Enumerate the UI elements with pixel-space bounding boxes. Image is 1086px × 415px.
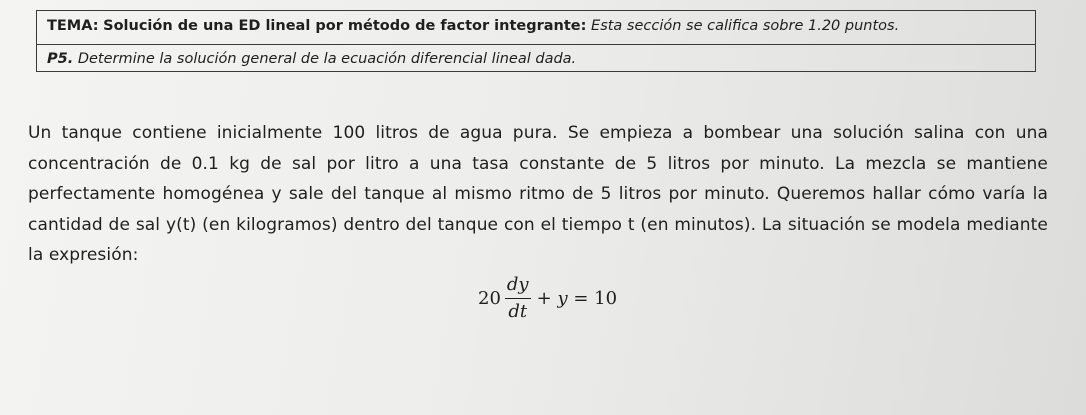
fraction-numerator: dy: [505, 274, 531, 299]
derivative-fraction: [505, 274, 531, 322]
equation-equals: =: [573, 287, 589, 309]
equation-rhs: 10: [594, 287, 618, 309]
problem-statement: Un tanque contiene inicialmente 100 litros de agua pura. Se empieza a bombear una solución salina con una concentración de 0.1 kg de sal por litro a una tasa constante de 5 litros por minuto. La mezcla se mantiene perfectamente homogénea y sale del tanque al mismo ritmo de 5 litros por minuto. Queremos hallar cómo varía la cantidad de sal y(t) (en kilogramos) dentro del tanque con el tiempo t (en minutos). La situación se modela mediante la expresión:: [28, 123, 1048, 265]
header-box: [36, 10, 1036, 72]
equation-variable: y: [557, 287, 568, 309]
tema-line: [47, 18, 899, 34]
p5-label: P5.: [47, 51, 74, 67]
header-divider: [37, 44, 1035, 45]
tema-title: Solución de una ED lineal por método de factor integrante:: [103, 18, 587, 34]
equation-rest: [537, 288, 617, 309]
tema-label: TEMA:: [47, 18, 99, 34]
equation-plus: +: [536, 287, 552, 309]
tema-note: Esta sección se califica sobre 1.20 puntos.: [591, 18, 900, 34]
p5-line: [47, 51, 576, 67]
differential-equation: [478, 268, 617, 328]
equation-coefficient: 20: [478, 287, 501, 309]
fraction-denominator: dt: [508, 301, 528, 322]
p5-text: Determine la solución general de la ecuación diferencial lineal dada.: [77, 51, 577, 67]
